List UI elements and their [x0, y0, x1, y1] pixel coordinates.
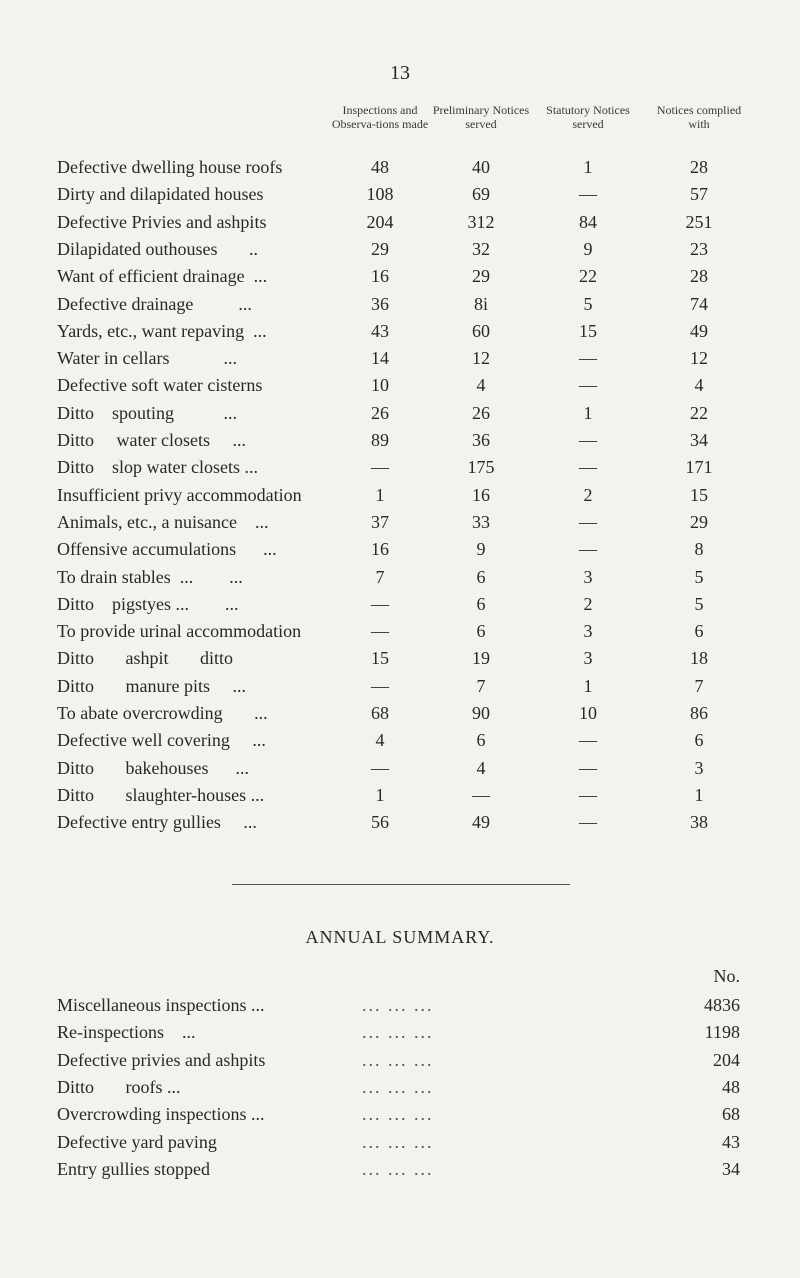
- table-cell: 1: [375, 484, 385, 505]
- row-label: Defective drainage ...: [57, 293, 252, 314]
- table-cell: 16: [371, 266, 389, 287]
- column-header-preliminary-notices: Preliminary Notices served: [432, 103, 530, 131]
- table-cell: 10: [579, 703, 597, 723]
- table-cell: —: [579, 457, 597, 478]
- table-cell: 14: [371, 348, 389, 369]
- table-cell: 22: [579, 266, 597, 287]
- table-cell: 36: [472, 430, 490, 450]
- summary-value: 4836: [704, 995, 740, 1015]
- table-cell: 9: [583, 238, 593, 259]
- table-row: [0, 618, 800, 645]
- table-cell: 23: [690, 238, 708, 259]
- table-cell: 48: [371, 157, 389, 177]
- table-cell: 38: [690, 812, 708, 833]
- section-divider: [232, 884, 570, 885]
- summary-label: Overcrowding inspections ...: [57, 1104, 265, 1125]
- table-row: [0, 372, 800, 399]
- table-cell: 90: [472, 703, 490, 723]
- table-cell: 15: [371, 648, 389, 669]
- column-header-notices-complied: Notices complied with: [656, 103, 742, 131]
- table-row: [0, 782, 800, 809]
- table-cell: 12: [690, 348, 708, 369]
- table-row: [0, 482, 800, 509]
- table-cell: —: [579, 784, 597, 805]
- table-cell: 6: [694, 621, 704, 642]
- summary-row: [0, 1074, 800, 1101]
- table-row: [0, 236, 800, 263]
- leader-dots: ... ... ...: [362, 1022, 434, 1043]
- row-label: To abate overcrowding ...: [57, 703, 268, 723]
- table-cell: 5: [583, 293, 593, 314]
- table-row: [0, 181, 800, 208]
- table-cell: —: [579, 184, 597, 205]
- table-cell: 16: [371, 539, 389, 560]
- row-label: Defective soft water cisterns: [57, 375, 263, 396]
- table-cell: 60: [472, 320, 490, 341]
- table-cell: 34: [690, 430, 708, 450]
- table-cell: 43: [371, 320, 389, 341]
- table-cell: 4: [694, 375, 704, 396]
- table-cell: —: [579, 375, 597, 396]
- summary-value: 68: [722, 1104, 740, 1125]
- table-cell: 6: [476, 566, 486, 587]
- summary-title: ANNUAL SUMMARY.: [305, 927, 495, 947]
- table-cell: 6: [694, 730, 704, 751]
- table-cell: 15: [579, 320, 597, 341]
- table-cell: 4: [375, 730, 385, 751]
- row-label: Ditto pigstyes ... ...: [57, 593, 239, 614]
- table-cell: 56: [371, 812, 389, 833]
- table-cell: 8i: [473, 293, 488, 314]
- table-cell: 89: [371, 430, 389, 450]
- table-cell: 3: [694, 757, 704, 778]
- table-row: [0, 154, 800, 181]
- table-cell: 29: [472, 266, 490, 287]
- summary-row: [0, 1129, 800, 1156]
- table-cell: 18: [690, 648, 708, 669]
- summary-row: [0, 1047, 800, 1074]
- row-label: Water in cellars ...: [57, 348, 237, 369]
- table-cell: 7: [476, 675, 486, 696]
- leader-dots: ... ... ...: [362, 1049, 434, 1070]
- row-label: Defective well covering ...: [57, 730, 266, 751]
- row-label: Yards, etc., want repaving ...: [57, 320, 267, 341]
- table-cell: 74: [690, 293, 708, 314]
- summary-value: 48: [722, 1076, 740, 1097]
- table-row: [0, 673, 800, 700]
- summary-label: Defective privies and ashpits: [57, 1049, 266, 1070]
- table-cell: 2: [583, 593, 593, 614]
- summary-label: Ditto roofs ...: [57, 1076, 181, 1097]
- summary-label: Miscellaneous inspections ...: [57, 995, 265, 1015]
- table-cell: 4: [476, 757, 486, 778]
- table-cell: 5: [694, 566, 704, 587]
- table-cell: —: [579, 730, 597, 751]
- table-cell: 9: [476, 539, 486, 560]
- row-label: Insufficient privy accommodation: [57, 484, 302, 505]
- table-cell: —: [371, 593, 389, 614]
- column-header-statutory-notices: Statutory Notices served: [546, 103, 630, 131]
- table-cell: 15: [690, 484, 708, 505]
- table-cell: 28: [690, 266, 708, 287]
- leader-dots: ... ... ...: [362, 1131, 434, 1152]
- table-cell: 22: [690, 402, 708, 423]
- table-cell: 7: [694, 675, 704, 696]
- table-cell: 1: [583, 157, 593, 177]
- table-row: [0, 509, 800, 536]
- table-cell: 28: [690, 157, 708, 177]
- table-cell: 86: [690, 703, 708, 723]
- table-row: [0, 454, 800, 481]
- summary-column-head: No.: [713, 966, 740, 986]
- table-cell: —: [579, 812, 597, 833]
- table-cell: 2: [583, 484, 593, 505]
- table-row: [0, 345, 800, 372]
- table-cell: 108: [366, 184, 394, 205]
- table-cell: 3: [583, 566, 593, 587]
- summary-value: 34: [722, 1158, 740, 1179]
- table-cell: 251: [685, 211, 713, 232]
- table-cell: 40: [472, 157, 490, 177]
- table-row: [0, 427, 800, 454]
- table-cell: 36: [371, 293, 389, 314]
- table-cell: 1: [375, 784, 385, 805]
- table-cell: —: [371, 621, 389, 642]
- summary-row: [0, 1101, 800, 1128]
- table-row: [0, 809, 800, 836]
- row-label: Dilapidated outhouses ..: [57, 238, 258, 259]
- summary-value: 1198: [704, 1022, 740, 1043]
- table-cell: 29: [371, 238, 389, 259]
- table-cell: 49: [690, 320, 708, 341]
- summary-label: Defective yard paving: [57, 1131, 217, 1152]
- table-cell: 312: [467, 211, 495, 232]
- table-cell: 26: [371, 402, 389, 423]
- table-row: [0, 400, 800, 427]
- leader-dots: ... ... ...: [362, 1076, 434, 1097]
- table-row: [0, 263, 800, 290]
- table-cell: 49: [472, 812, 490, 833]
- row-label: Ditto ashpit ditto: [57, 648, 234, 669]
- row-label: To drain stables ... ...: [57, 566, 243, 587]
- row-label: Animals, etc., a nuisance ...: [57, 511, 269, 532]
- row-label: Dirty and dilapidated houses: [57, 184, 264, 205]
- table-cell: 84: [579, 211, 597, 232]
- table-cell: —: [371, 675, 389, 696]
- table-cell: 19: [472, 648, 490, 669]
- row-label: Ditto slop water closets ...: [57, 457, 258, 478]
- column-header-inspections: Inspections and Observa-tions made: [331, 103, 429, 131]
- table-cell: 32: [472, 238, 490, 259]
- table-cell: 1: [694, 784, 704, 805]
- table-cell: 10: [371, 375, 389, 396]
- table-cell: 16: [472, 484, 490, 505]
- table-cell: 33: [472, 511, 490, 532]
- table-cell: 204: [366, 211, 394, 232]
- table-cell: 68: [371, 703, 389, 723]
- table-cell: 37: [371, 511, 389, 532]
- table-cell: 1: [583, 675, 593, 696]
- table-row: [0, 645, 800, 672]
- table-cell: —: [472, 784, 490, 805]
- table-cell: 6: [476, 621, 486, 642]
- leader-dots: ... ... ...: [362, 1104, 434, 1125]
- table-row: [0, 564, 800, 591]
- summary-value: 43: [722, 1131, 740, 1152]
- table-cell: —: [579, 511, 597, 532]
- table-cell: 6: [476, 730, 486, 751]
- table-cell: —: [371, 457, 389, 478]
- row-label: Ditto manure pits ...: [57, 675, 246, 696]
- table-cell: 57: [690, 184, 708, 205]
- table-cell: —: [579, 430, 597, 450]
- table-cell: 3: [583, 621, 593, 642]
- row-label: Defective entry gullies ...: [57, 812, 257, 833]
- table-row: [0, 536, 800, 563]
- leader-dots: ... ... ...: [362, 995, 434, 1015]
- table-cell: 69: [472, 184, 490, 205]
- table-cell: —: [371, 757, 389, 778]
- table-cell: 171: [685, 457, 713, 478]
- table-row: [0, 318, 800, 345]
- row-label: Offensive accumulations ...: [57, 539, 277, 560]
- page-number: 13: [390, 62, 410, 84]
- summary-label: Re-inspections ...: [57, 1022, 196, 1043]
- table-row: [0, 727, 800, 754]
- summary-row: [0, 1156, 800, 1183]
- row-label: Want of efficient drainage ...: [57, 266, 268, 287]
- summary-value: 204: [713, 1049, 740, 1070]
- table-row: [0, 209, 800, 236]
- table-cell: 1: [583, 402, 593, 423]
- table-cell: 3: [583, 648, 593, 669]
- table-cell: 7: [375, 566, 385, 587]
- row-label: Ditto bakehouses ...: [57, 757, 249, 778]
- row-label: Defective Privies and ashpits: [57, 211, 267, 232]
- table-cell: 29: [690, 511, 708, 532]
- row-label: Defective dwelling house roofs: [57, 157, 283, 177]
- summary-row: [0, 992, 800, 1019]
- table-row: [0, 291, 800, 318]
- table-cell: 6: [476, 593, 486, 614]
- summary-row: [0, 1019, 800, 1046]
- table-row: [0, 755, 800, 782]
- table-row: [0, 591, 800, 618]
- table-cell: 12: [472, 348, 490, 369]
- row-label: To provide urinal accommodation: [57, 621, 302, 642]
- table-cell: 4: [476, 375, 486, 396]
- table-cell: 5: [694, 593, 704, 614]
- table-cell: —: [579, 539, 597, 560]
- table-cell: 175: [467, 457, 495, 478]
- row-label: Ditto water closets ...: [57, 430, 246, 450]
- leader-dots: ... ... ...: [362, 1158, 434, 1179]
- table-cell: 8: [694, 539, 704, 560]
- row-label: Ditto spouting ...: [57, 402, 238, 423]
- row-label: Ditto slaughter-houses ...: [57, 784, 265, 805]
- table-cell: —: [579, 348, 597, 369]
- table-cell: 26: [472, 402, 490, 423]
- table-cell: —: [579, 757, 597, 778]
- table-row: [0, 700, 800, 727]
- summary-label: Entry gullies stopped: [57, 1158, 210, 1179]
